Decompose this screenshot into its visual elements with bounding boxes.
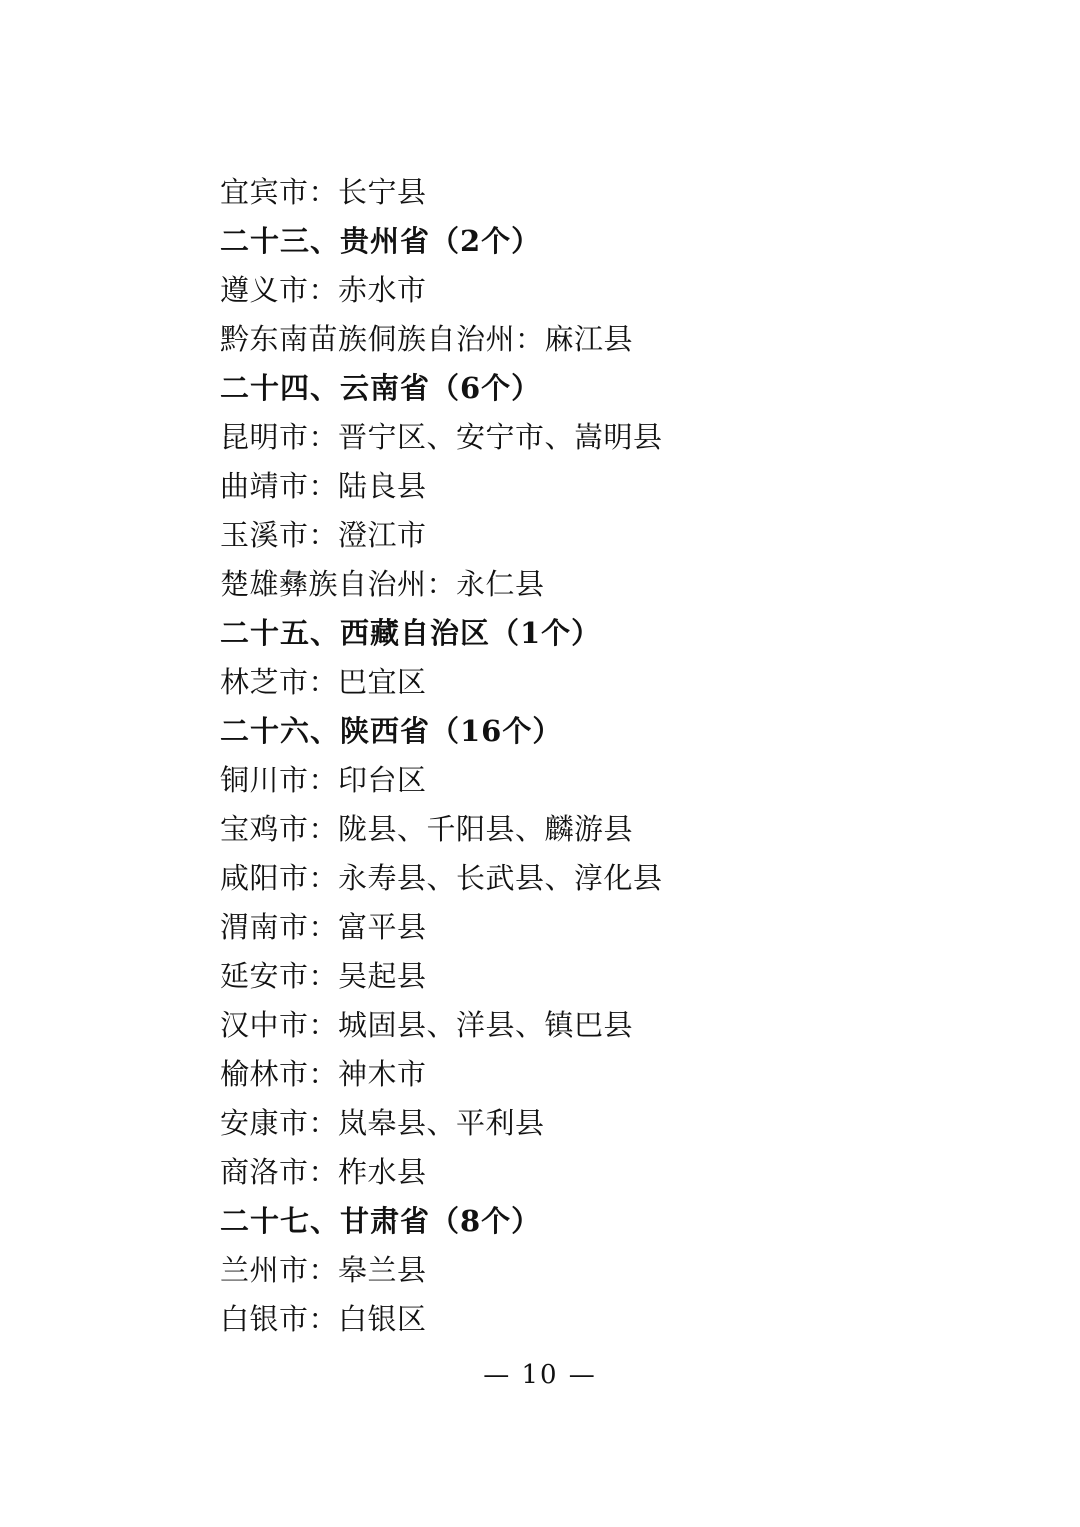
text-line: 林芝市：巴宜区	[220, 665, 427, 699]
text-line: 玉溪市：澄江市	[220, 518, 427, 552]
text-line: 宜宾市：长宁县	[220, 175, 427, 209]
text-line: 白银市：白银区	[220, 1302, 427, 1336]
section-heading: 二十四、云南省（6个）	[220, 371, 542, 405]
text-line: 黔东南苗族侗族自治州：麻江县	[220, 322, 634, 356]
text-line: 安康市：岚皋县、平利县	[220, 1106, 545, 1140]
text-line: 渭南市：富平县	[220, 910, 427, 944]
text-line: 宝鸡市：陇县、千阳县、麟游县	[220, 812, 634, 846]
document-body	[192, 168, 952, 1344]
text-line: 榆林市：神木市	[220, 1057, 427, 1091]
page-number: — 10 —	[483, 1360, 597, 1390]
section-heading: 二十七、甘肃省（8个）	[220, 1204, 542, 1238]
text-line: 延安市：吴起县	[220, 959, 427, 993]
text-line: 汉中市：城固县、洋县、镇巴县	[220, 1008, 634, 1042]
text-line: 商洛市：柞水县	[220, 1155, 427, 1189]
text-line: 兰州市：皋兰县	[220, 1253, 427, 1287]
text-line: 遵义市：赤水市	[220, 273, 427, 307]
text-line: 昆明市：晋宁区、安宁市、嵩明县	[220, 420, 663, 454]
section-heading: 二十六、陕西省（16个）	[220, 714, 563, 748]
text-line: 曲靖市：陆良县	[220, 469, 427, 503]
section-heading: 二十三、贵州省（2个）	[220, 224, 542, 258]
text-line: 楚雄彝族自治州：永仁县	[220, 567, 545, 601]
section-heading: 二十五、西藏自治区（1个）	[220, 616, 602, 650]
text-line: 铜川市：印台区	[220, 763, 427, 797]
text-line: 咸阳市：永寿县、长武县、淳化县	[220, 861, 663, 895]
